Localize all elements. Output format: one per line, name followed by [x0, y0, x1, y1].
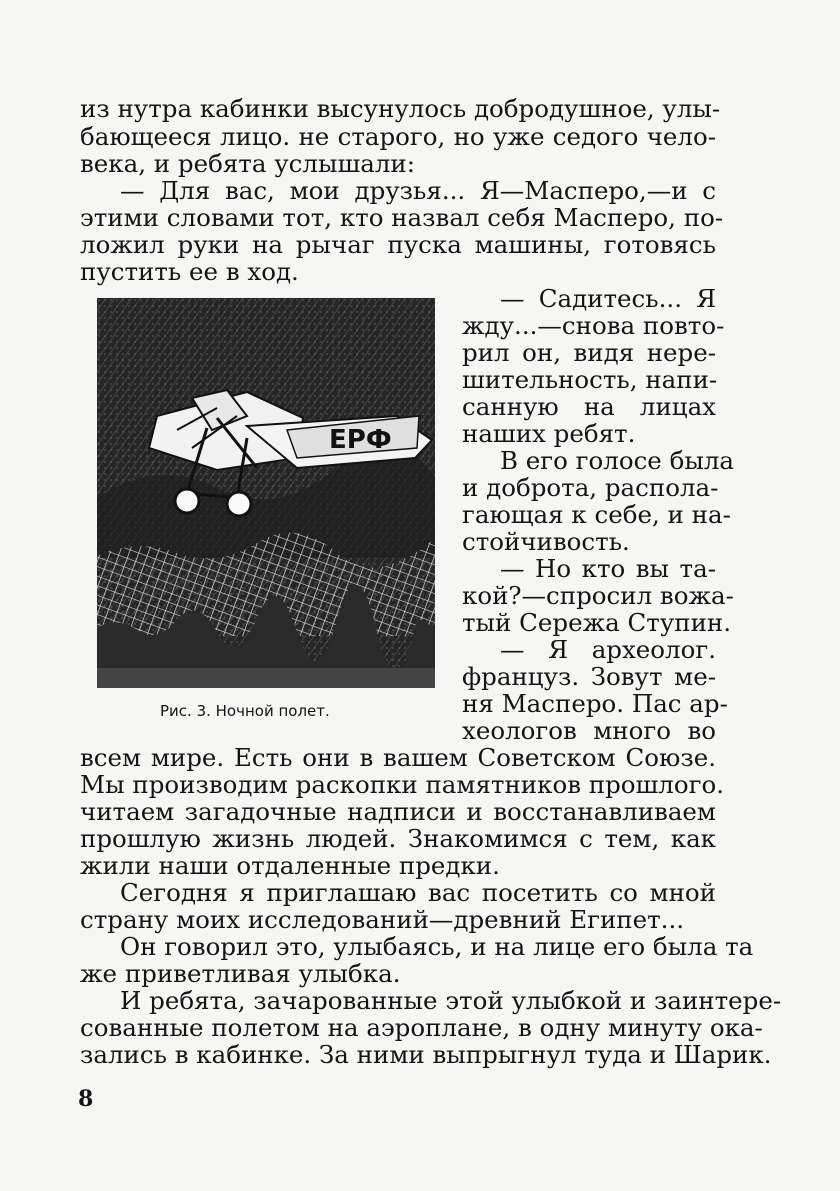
text-line: Он говорил это, улыбаясь, и на лице его была та	[120, 932, 754, 961]
airplane-illustration	[97, 298, 435, 688]
text-line: ня Масперо. Пас ар-	[462, 689, 728, 718]
text-line: века, и ребята услышали:	[80, 149, 415, 178]
text-line: В его голосе была	[500, 446, 734, 475]
text-line: этими словами тот, кто назвал себя Масперо, по-	[80, 203, 724, 232]
text-line: и доброта, распола-	[462, 473, 719, 502]
illustration-night-flight	[97, 298, 435, 688]
text-line: шительность, напи-	[462, 365, 718, 394]
text-line: прошлую жизнь людей. Знакомимся с тем, как	[80, 824, 716, 853]
text-line: жили наши отдаленные предки.	[80, 851, 500, 880]
text-line: страну моих исследований—древний Египет...	[80, 905, 685, 934]
text-line: наших ребят.	[462, 419, 636, 448]
text-line: — Для вас, мои друзья... Я—Масперо,—и с	[120, 176, 716, 205]
text-line: сованные полетом на аэроплане, в одну минуту ока-	[80, 1013, 763, 1042]
text-line: — Садитесь... Я	[500, 284, 716, 313]
text-line: стойчивость.	[462, 527, 630, 556]
text-line: санную на лицах	[462, 392, 716, 421]
text-line: Сегодня я приглашаю вас посетить со мной	[120, 878, 716, 907]
text-line: читаем загадочные надписи и восстанавливаем	[80, 797, 716, 826]
text-line: жду...—снова повто-	[462, 311, 725, 340]
text-line: И ребята, зачарованные этой улыбкой и заинтере-	[120, 986, 782, 1015]
text-line: ложил руки на рычаг пуска машины, готовясь	[80, 230, 716, 259]
text-line: Мы производим раскопки памятников прошлого.	[80, 770, 724, 799]
text-line: кой?—спросил вожа-	[462, 581, 734, 610]
page-number: 8	[78, 1086, 94, 1112]
text-line: всем мире. Есть они в вашем Советском Союзе.	[80, 743, 716, 772]
text-line: же приветливая улыбка.	[80, 959, 401, 988]
figure-caption: Рис. 3. Ночной полет.	[160, 702, 330, 720]
text-line: француз. Зовут ме-	[462, 662, 716, 691]
text-line: из нутра кабинки высунулось добродушное, улы-	[80, 94, 721, 123]
text-line: гающая к себе, и на-	[462, 500, 731, 529]
text-line: хеологов много во	[462, 716, 716, 745]
text-line: — Я археолог.	[500, 635, 716, 664]
plane-marking: ЕРФ	[329, 425, 392, 455]
text-line: пустить ее в ход.	[80, 257, 299, 286]
text-line: — Но кто вы та-	[500, 554, 716, 583]
text-line: бающееся лицо. не старого, но уже седого чело-	[80, 122, 716, 151]
text-line: рил он, видя нере-	[462, 338, 716, 367]
text-line: зались в кабинке. За ними выпрыгнул туда и Шарик.	[80, 1040, 772, 1069]
text-line: тый Сережа Ступин.	[462, 608, 732, 637]
